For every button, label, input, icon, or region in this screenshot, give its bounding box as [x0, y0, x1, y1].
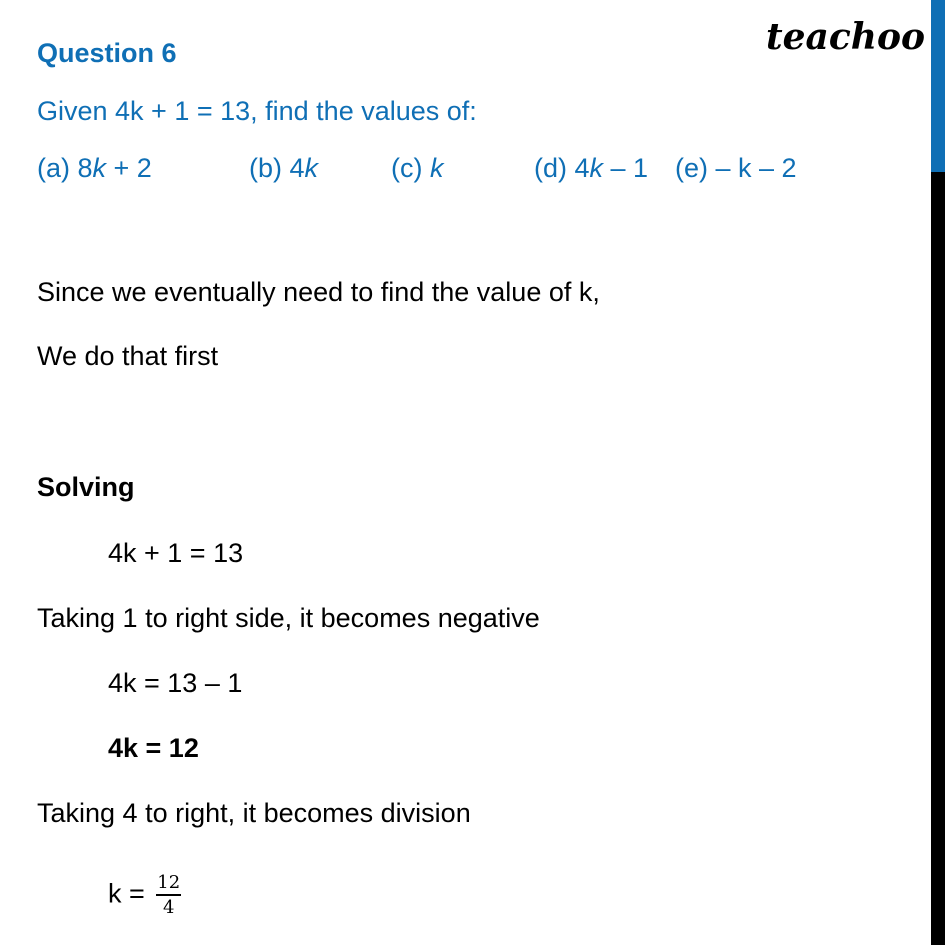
solving-heading: Solving: [37, 472, 135, 502]
step-2: Taking 4 to right, it becomes division: [37, 798, 471, 828]
fraction: $\frac{12}{4}$: [157, 872, 181, 918]
equation-3: 4k = 12: [108, 733, 199, 763]
option-e: (e) – k – 2: [675, 153, 797, 183]
equation-1: 4k + 1 = 13: [108, 538, 244, 568]
question-title: Question 6: [37, 38, 177, 68]
equation-4: k = $\frac{12}{4}$: [108, 872, 181, 918]
question-prompt: Given 4k + 1 = 13, find the values of:: [37, 96, 477, 126]
step-1: Taking 1 to right side, it becomes negative: [37, 603, 540, 633]
solution-intro-1: Since we eventually need to find the value of k,: [37, 277, 600, 307]
option-c: (c) k: [391, 153, 444, 183]
option-d: (d) 4k – 1: [534, 153, 649, 183]
teachoo-logo: teachoo: [766, 16, 925, 58]
solution-intro-2: We do that first: [37, 341, 219, 371]
side-accent-bar: [931, 0, 945, 172]
option-b: (b) 4k: [249, 153, 319, 183]
side-dark-bar: [931, 172, 945, 945]
option-a: (a) 8k + 2: [37, 153, 152, 183]
equation-2: 4k = 13 – 1: [108, 668, 243, 698]
